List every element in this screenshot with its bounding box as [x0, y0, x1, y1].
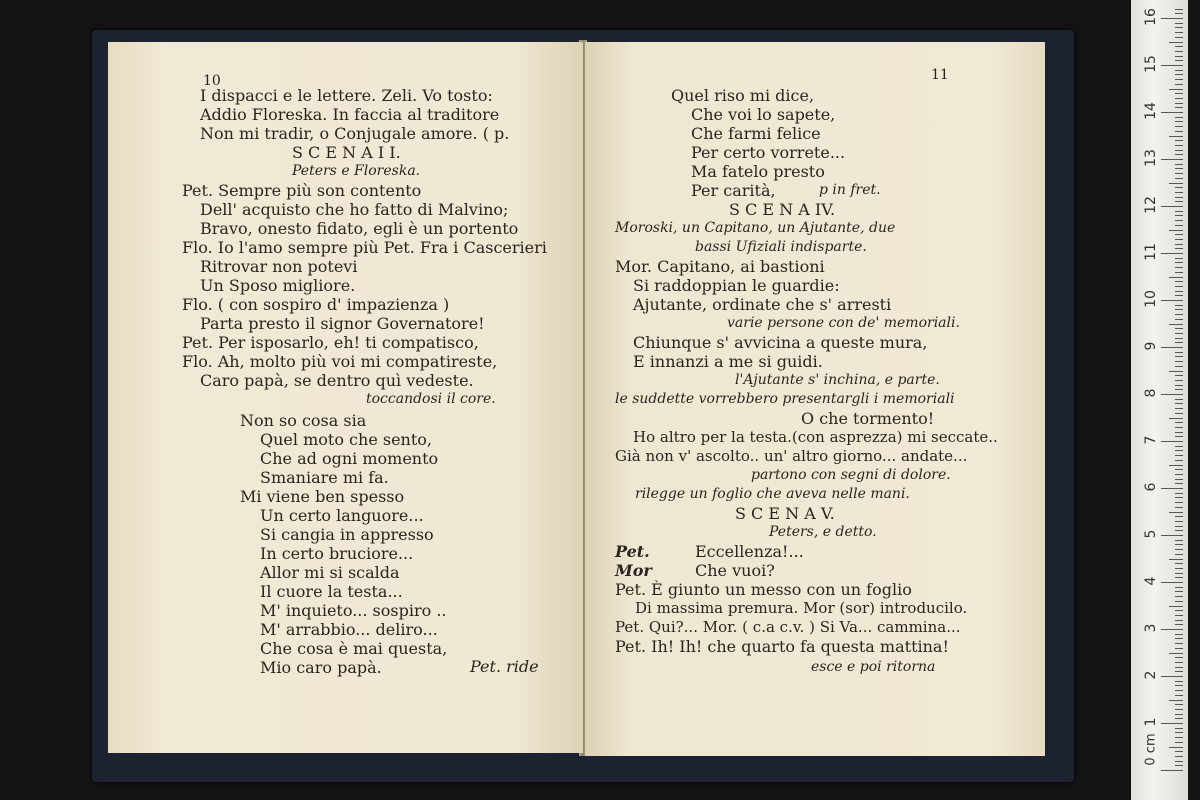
ruler-tick — [1175, 366, 1183, 367]
ruler-tick — [1161, 723, 1183, 724]
stage-direction: partono con segni di dolore. — [751, 467, 951, 483]
verse-line: Mi viene ben spesso — [240, 487, 405, 506]
verse-line: Che voi lo sapete, — [691, 105, 836, 124]
text-line: Di massima premura. Mor (sor) introducilo. — [635, 599, 968, 617]
text-line: Si raddoppian le guardie: — [633, 276, 840, 295]
ruler-number: 4 — [1143, 576, 1159, 586]
ruler-tick — [1175, 732, 1183, 733]
ruler-tick — [1175, 291, 1183, 292]
stage-direction: rilegge un foglio che aveva nelle mani. — [635, 486, 910, 502]
ruler-tick — [1175, 197, 1183, 198]
ruler-tick — [1175, 239, 1183, 240]
ruler-tick — [1175, 244, 1183, 245]
verse-line: Un certo languore... — [260, 506, 424, 525]
ruler-tick — [1161, 582, 1183, 583]
ruler-tick — [1175, 267, 1183, 268]
ruler-tick — [1175, 220, 1183, 221]
ruler-tick — [1175, 201, 1183, 202]
ruler-number: 10 — [1143, 290, 1159, 308]
ruler-tick — [1175, 211, 1183, 212]
ruler-tick — [1175, 648, 1183, 649]
ruler-tick — [1169, 700, 1183, 701]
ruler-tick — [1175, 23, 1183, 24]
ruler-tick — [1175, 469, 1183, 470]
text-line: Pet. Per isposarlo, eh! ti compatisco, — [182, 333, 479, 352]
text-line: Dell' acquisto che ho fatto di Malvino; — [200, 200, 509, 219]
ruler-tick — [1175, 714, 1183, 715]
ruler-tick — [1169, 136, 1183, 137]
ruler-tick — [1175, 272, 1183, 273]
ruler-tick — [1175, 173, 1183, 174]
ruler-tick — [1175, 389, 1183, 390]
ruler-number: 1 — [1143, 717, 1159, 727]
text-line: Bravo, onesto fidato, egli è un portento — [200, 219, 519, 238]
verse-line: Quel riso mi dice, — [671, 86, 815, 105]
ruler-tick — [1175, 333, 1183, 334]
text-line: Già non v' ascolto.. un' altro giorno... andate... — [615, 447, 968, 465]
ruler-tick — [1175, 577, 1183, 578]
ruler-tick — [1175, 685, 1183, 686]
ruler-tick — [1175, 765, 1183, 766]
text-line: Che vuoi? — [695, 561, 775, 580]
ruler-tick — [1175, 187, 1183, 188]
ruler-tick — [1175, 408, 1183, 409]
ruler-tick — [1161, 18, 1183, 19]
ruler-tick — [1161, 629, 1183, 630]
ruler-tick — [1175, 709, 1183, 710]
ruler-number: 11 — [1143, 243, 1159, 261]
ruler-tick — [1175, 121, 1183, 122]
ruler-tick — [1175, 563, 1183, 564]
text-line: Ho altro per la testa.(con asprezza) mi seccate.. — [633, 428, 998, 446]
stage-direction: varie persone con de' memoriali. — [727, 315, 960, 331]
ruler-tick — [1175, 234, 1183, 235]
ruler-tick — [1175, 455, 1183, 456]
ruler-tick — [1169, 606, 1183, 607]
ruler-tick — [1175, 145, 1183, 146]
ruler-tick — [1175, 281, 1183, 282]
ruler-tick — [1175, 446, 1183, 447]
ruler-number: 6 — [1143, 482, 1159, 492]
text-line: Un Sposo migliore. — [200, 276, 356, 295]
ruler-tick — [1175, 667, 1183, 668]
ruler-tick — [1175, 657, 1183, 658]
ruler-tick — [1175, 168, 1183, 169]
verse-line: M' arrabbio... deliro... — [260, 620, 438, 639]
ruler-tick — [1175, 215, 1183, 216]
ruler-tick — [1175, 634, 1183, 635]
scene-heading: S C E N A I I. — [292, 143, 401, 162]
ruler-tick — [1175, 258, 1183, 259]
ruler-tick — [1175, 338, 1183, 339]
verse-line: Per certo vorrete... — [691, 143, 846, 162]
ruler-tick — [1175, 483, 1183, 484]
stage-direction: Pet. ride — [470, 657, 539, 676]
ruler-tick — [1175, 568, 1183, 569]
ruler-tick — [1175, 74, 1183, 75]
ruler-tick — [1175, 403, 1183, 404]
ruler-number: 13 — [1143, 149, 1159, 167]
ruler-tick — [1161, 676, 1183, 677]
verse-line: Ma fatelo presto — [691, 162, 825, 181]
ruler-tick — [1175, 610, 1183, 611]
ruler-number: 16 — [1143, 8, 1159, 26]
ruler-tick — [1175, 544, 1183, 545]
ruler-tick — [1175, 516, 1183, 517]
ruler-tick — [1175, 328, 1183, 329]
text-line: Mor. Capitano, ai bastioni — [615, 257, 825, 276]
scene-heading: S C E N A IV. — [729, 200, 836, 219]
ruler-tick — [1175, 385, 1183, 386]
ruler-tick — [1169, 653, 1183, 654]
ruler-tick — [1175, 413, 1183, 414]
ruler-tick — [1175, 507, 1183, 508]
speaker-label: Pet. — [615, 542, 650, 561]
ruler-tick — [1175, 107, 1183, 108]
ruler-tick — [1175, 587, 1183, 588]
ruler-tick — [1175, 140, 1183, 141]
measuring-ruler — [1131, 0, 1188, 800]
ruler-tick — [1175, 638, 1183, 639]
ruler-tick — [1175, 27, 1183, 28]
ruler-tick — [1169, 747, 1183, 748]
text-line: Non mi tradir, o Conjugale amore. ( p. — [200, 124, 510, 143]
ruler-tick — [1175, 361, 1183, 362]
ruler-tick — [1175, 554, 1183, 555]
text-line: Flo. Ah, molto più voi mi compatireste, — [182, 352, 498, 371]
verse-line: Si cangia in appresso — [260, 525, 434, 544]
ruler-tick — [1175, 60, 1183, 61]
ruler-tick — [1175, 615, 1183, 616]
stage-direction: esce e poi ritorna — [811, 659, 936, 675]
stage-direction: toccandosi il core. — [366, 391, 496, 407]
text-line: E innanzi a me si guidi. — [633, 352, 823, 371]
ruler-tick — [1161, 112, 1183, 113]
ruler-tick — [1175, 84, 1183, 85]
ruler-tick — [1175, 601, 1183, 602]
text-line: Pet. Sempre più son contento — [182, 181, 422, 200]
text-line: Addio Floreska. In faccia al traditore — [200, 105, 500, 124]
ruler-tick — [1175, 704, 1183, 705]
stage-direction: Peters e Floreska. — [292, 163, 421, 179]
ruler-tick — [1175, 248, 1183, 249]
ruler-tick — [1175, 662, 1183, 663]
verse-line: Che farmi felice — [691, 124, 821, 143]
ruler-tick — [1175, 319, 1183, 320]
ruler-tick — [1175, 93, 1183, 94]
ruler-number: 3 — [1143, 623, 1159, 633]
ruler-tick — [1175, 98, 1183, 99]
ruler-tick — [1169, 465, 1183, 466]
ruler-tick — [1175, 37, 1183, 38]
ruler-tick — [1175, 718, 1183, 719]
text-line: Flo. Io l'amo sempre più Pet. Fra i Cascerieri — [182, 238, 547, 257]
ruler-tick — [1175, 178, 1183, 179]
ruler-tick — [1175, 591, 1183, 592]
ruler-tick — [1169, 512, 1183, 513]
ruler-tick — [1161, 770, 1183, 771]
ruler-tick — [1175, 295, 1183, 296]
ruler-tick — [1175, 695, 1183, 696]
ruler-tick — [1175, 690, 1183, 691]
ruler-tick — [1175, 502, 1183, 503]
verse-line: Che ad ogni momento — [260, 449, 439, 468]
speaker-label: Mor — [615, 561, 652, 580]
ruler-unit: 0 cm — [1143, 733, 1159, 766]
ruler-tick — [1175, 375, 1183, 376]
stage-direction: le suddette vorrebbero presentargli i memoriali — [615, 391, 955, 407]
ruler-tick — [1175, 126, 1183, 127]
ruler-tick — [1161, 159, 1183, 160]
text-line: Caro papà, se dentro quì vedeste. — [200, 371, 474, 390]
ruler-tick — [1169, 371, 1183, 372]
ruler-tick — [1175, 624, 1183, 625]
ruler-tick — [1175, 342, 1183, 343]
ruler-tick — [1175, 70, 1183, 71]
verse-line: Mio caro papà. — [260, 658, 382, 677]
ruler-tick — [1175, 596, 1183, 597]
ruler-number: 2 — [1143, 670, 1159, 680]
ruler-tick — [1175, 13, 1183, 14]
ruler-tick — [1161, 253, 1183, 254]
ruler-tick — [1175, 32, 1183, 33]
ruler-tick — [1175, 751, 1183, 752]
stage-direction: Moroski, un Capitano, un Ajutante, due — [615, 220, 896, 236]
ruler-tick — [1175, 150, 1183, 151]
ruler-tick — [1175, 620, 1183, 621]
ruler-tick — [1175, 756, 1183, 757]
ruler-tick — [1169, 89, 1183, 90]
stage-direction: Peters, e detto. — [769, 524, 877, 540]
ruler-tick — [1161, 535, 1183, 536]
ruler-tick — [1175, 521, 1183, 522]
ruler-tick — [1175, 436, 1183, 437]
ruler-tick — [1175, 154, 1183, 155]
ruler-tick — [1175, 450, 1183, 451]
text-line: Ajutante, ordinate che s' arresti — [633, 295, 892, 314]
ruler-tick — [1175, 164, 1183, 165]
ruler-tick — [1175, 131, 1183, 132]
text-line: O che tormento! — [801, 409, 935, 428]
ruler-tick — [1175, 573, 1183, 574]
page-number: 11 — [931, 67, 949, 83]
ruler-number: 7 — [1143, 435, 1159, 445]
ruler-number: 15 — [1143, 55, 1159, 73]
stage-direction: bassi Ufiziali indisparte. — [695, 239, 867, 255]
ruler-tick — [1175, 422, 1183, 423]
verse-line: Allor mi si scalda — [260, 563, 400, 582]
ruler-tick — [1175, 549, 1183, 550]
ruler-tick — [1175, 51, 1183, 52]
text-line: I dispacci e le lettere. Zeli. Vo tosto: — [200, 86, 493, 105]
ruler-tick — [1175, 460, 1183, 461]
ruler-tick — [1175, 309, 1183, 310]
ruler-tick — [1161, 394, 1183, 395]
ruler-tick — [1169, 418, 1183, 419]
ruler-tick — [1169, 559, 1183, 560]
ruler-tick — [1169, 277, 1183, 278]
ruler-tick — [1175, 497, 1183, 498]
ruler-tick — [1175, 352, 1183, 353]
verse-line: Smaniare mi fa. — [260, 468, 389, 487]
scene-heading: S C E N A V. — [735, 504, 835, 523]
ruler-tick — [1169, 183, 1183, 184]
verse-line: Per carità, — [691, 181, 776, 200]
ruler-tick — [1175, 427, 1183, 428]
ruler-tick — [1175, 356, 1183, 357]
ruler-tick — [1175, 314, 1183, 315]
ruler-tick — [1175, 286, 1183, 287]
ruler-tick — [1175, 117, 1183, 118]
ruler-tick — [1161, 488, 1183, 489]
ruler-tick — [1175, 79, 1183, 80]
ruler-tick — [1169, 230, 1183, 231]
text-line: Chiunque s' avvicina a queste mura, — [633, 333, 928, 352]
ruler-tick — [1175, 526, 1183, 527]
ruler-tick — [1175, 103, 1183, 104]
ruler-number: 8 — [1143, 388, 1159, 398]
verse-line: In certo bruciore... — [260, 544, 414, 563]
text-line: Pet. È giunto un messo con un foglio — [615, 580, 912, 599]
ruler-tick — [1175, 9, 1183, 10]
text-line: Eccellenza!... — [695, 542, 804, 561]
verse-line: Non so cosa sia — [240, 411, 367, 430]
ruler-tick — [1175, 46, 1183, 47]
ruler-tick — [1175, 671, 1183, 672]
text-line: Parta presto il signor Governatore! — [200, 314, 485, 333]
ruler-tick — [1161, 206, 1183, 207]
ruler-tick — [1175, 399, 1183, 400]
verse-line: M' inquieto... sospiro .. — [260, 601, 447, 620]
ruler-number: 12 — [1143, 196, 1159, 214]
ruler-tick — [1175, 530, 1183, 531]
text-line: Pet. Ih! Ih! che quarto fa questa mattina! — [615, 637, 949, 656]
ruler-tick — [1175, 305, 1183, 306]
ruler-tick — [1175, 262, 1183, 263]
ruler-number: 14 — [1143, 102, 1159, 120]
text-line: Flo. ( con sospiro d' impazienza ) — [182, 295, 450, 314]
ruler-tick — [1175, 192, 1183, 193]
ruler-tick — [1175, 56, 1183, 57]
page-number: 10 — [203, 73, 221, 89]
ruler-tick — [1161, 300, 1183, 301]
ruler-tick — [1175, 737, 1183, 738]
text-line: Ritrovar non potevi — [200, 257, 358, 276]
ruler-tick — [1161, 441, 1183, 442]
ruler-number: 9 — [1143, 341, 1159, 351]
right-page — [585, 42, 1045, 756]
ruler-tick — [1175, 380, 1183, 381]
verse-line: Il cuore la testa... — [260, 582, 403, 601]
verse-line: Che cosa è mai questa, — [260, 639, 448, 658]
ruler-tick — [1175, 742, 1183, 743]
ruler-tick — [1169, 324, 1183, 325]
ruler-number: 5 — [1143, 529, 1159, 539]
ruler-tick — [1161, 347, 1183, 348]
stage-direction: p in fret. — [819, 182, 881, 198]
ruler-tick — [1175, 728, 1183, 729]
ruler-tick — [1175, 493, 1183, 494]
ruler-tick — [1175, 761, 1183, 762]
ruler-tick — [1169, 42, 1183, 43]
ruler-tick — [1175, 225, 1183, 226]
ruler-tick — [1175, 681, 1183, 682]
ruler-tick — [1175, 432, 1183, 433]
ruler-tick — [1175, 540, 1183, 541]
ruler-tick — [1175, 479, 1183, 480]
verse-line: Quel moto che sento, — [260, 430, 432, 449]
text-line: Pet. Qui?... Mor. ( c.a c.v. ) Si Va... cammina... — [615, 618, 961, 636]
left-page — [108, 42, 583, 753]
ruler-tick — [1175, 474, 1183, 475]
ruler-tick — [1161, 65, 1183, 66]
stage-direction: l'Ajutante s' inchina, e parte. — [735, 372, 940, 388]
ruler-tick — [1175, 643, 1183, 644]
